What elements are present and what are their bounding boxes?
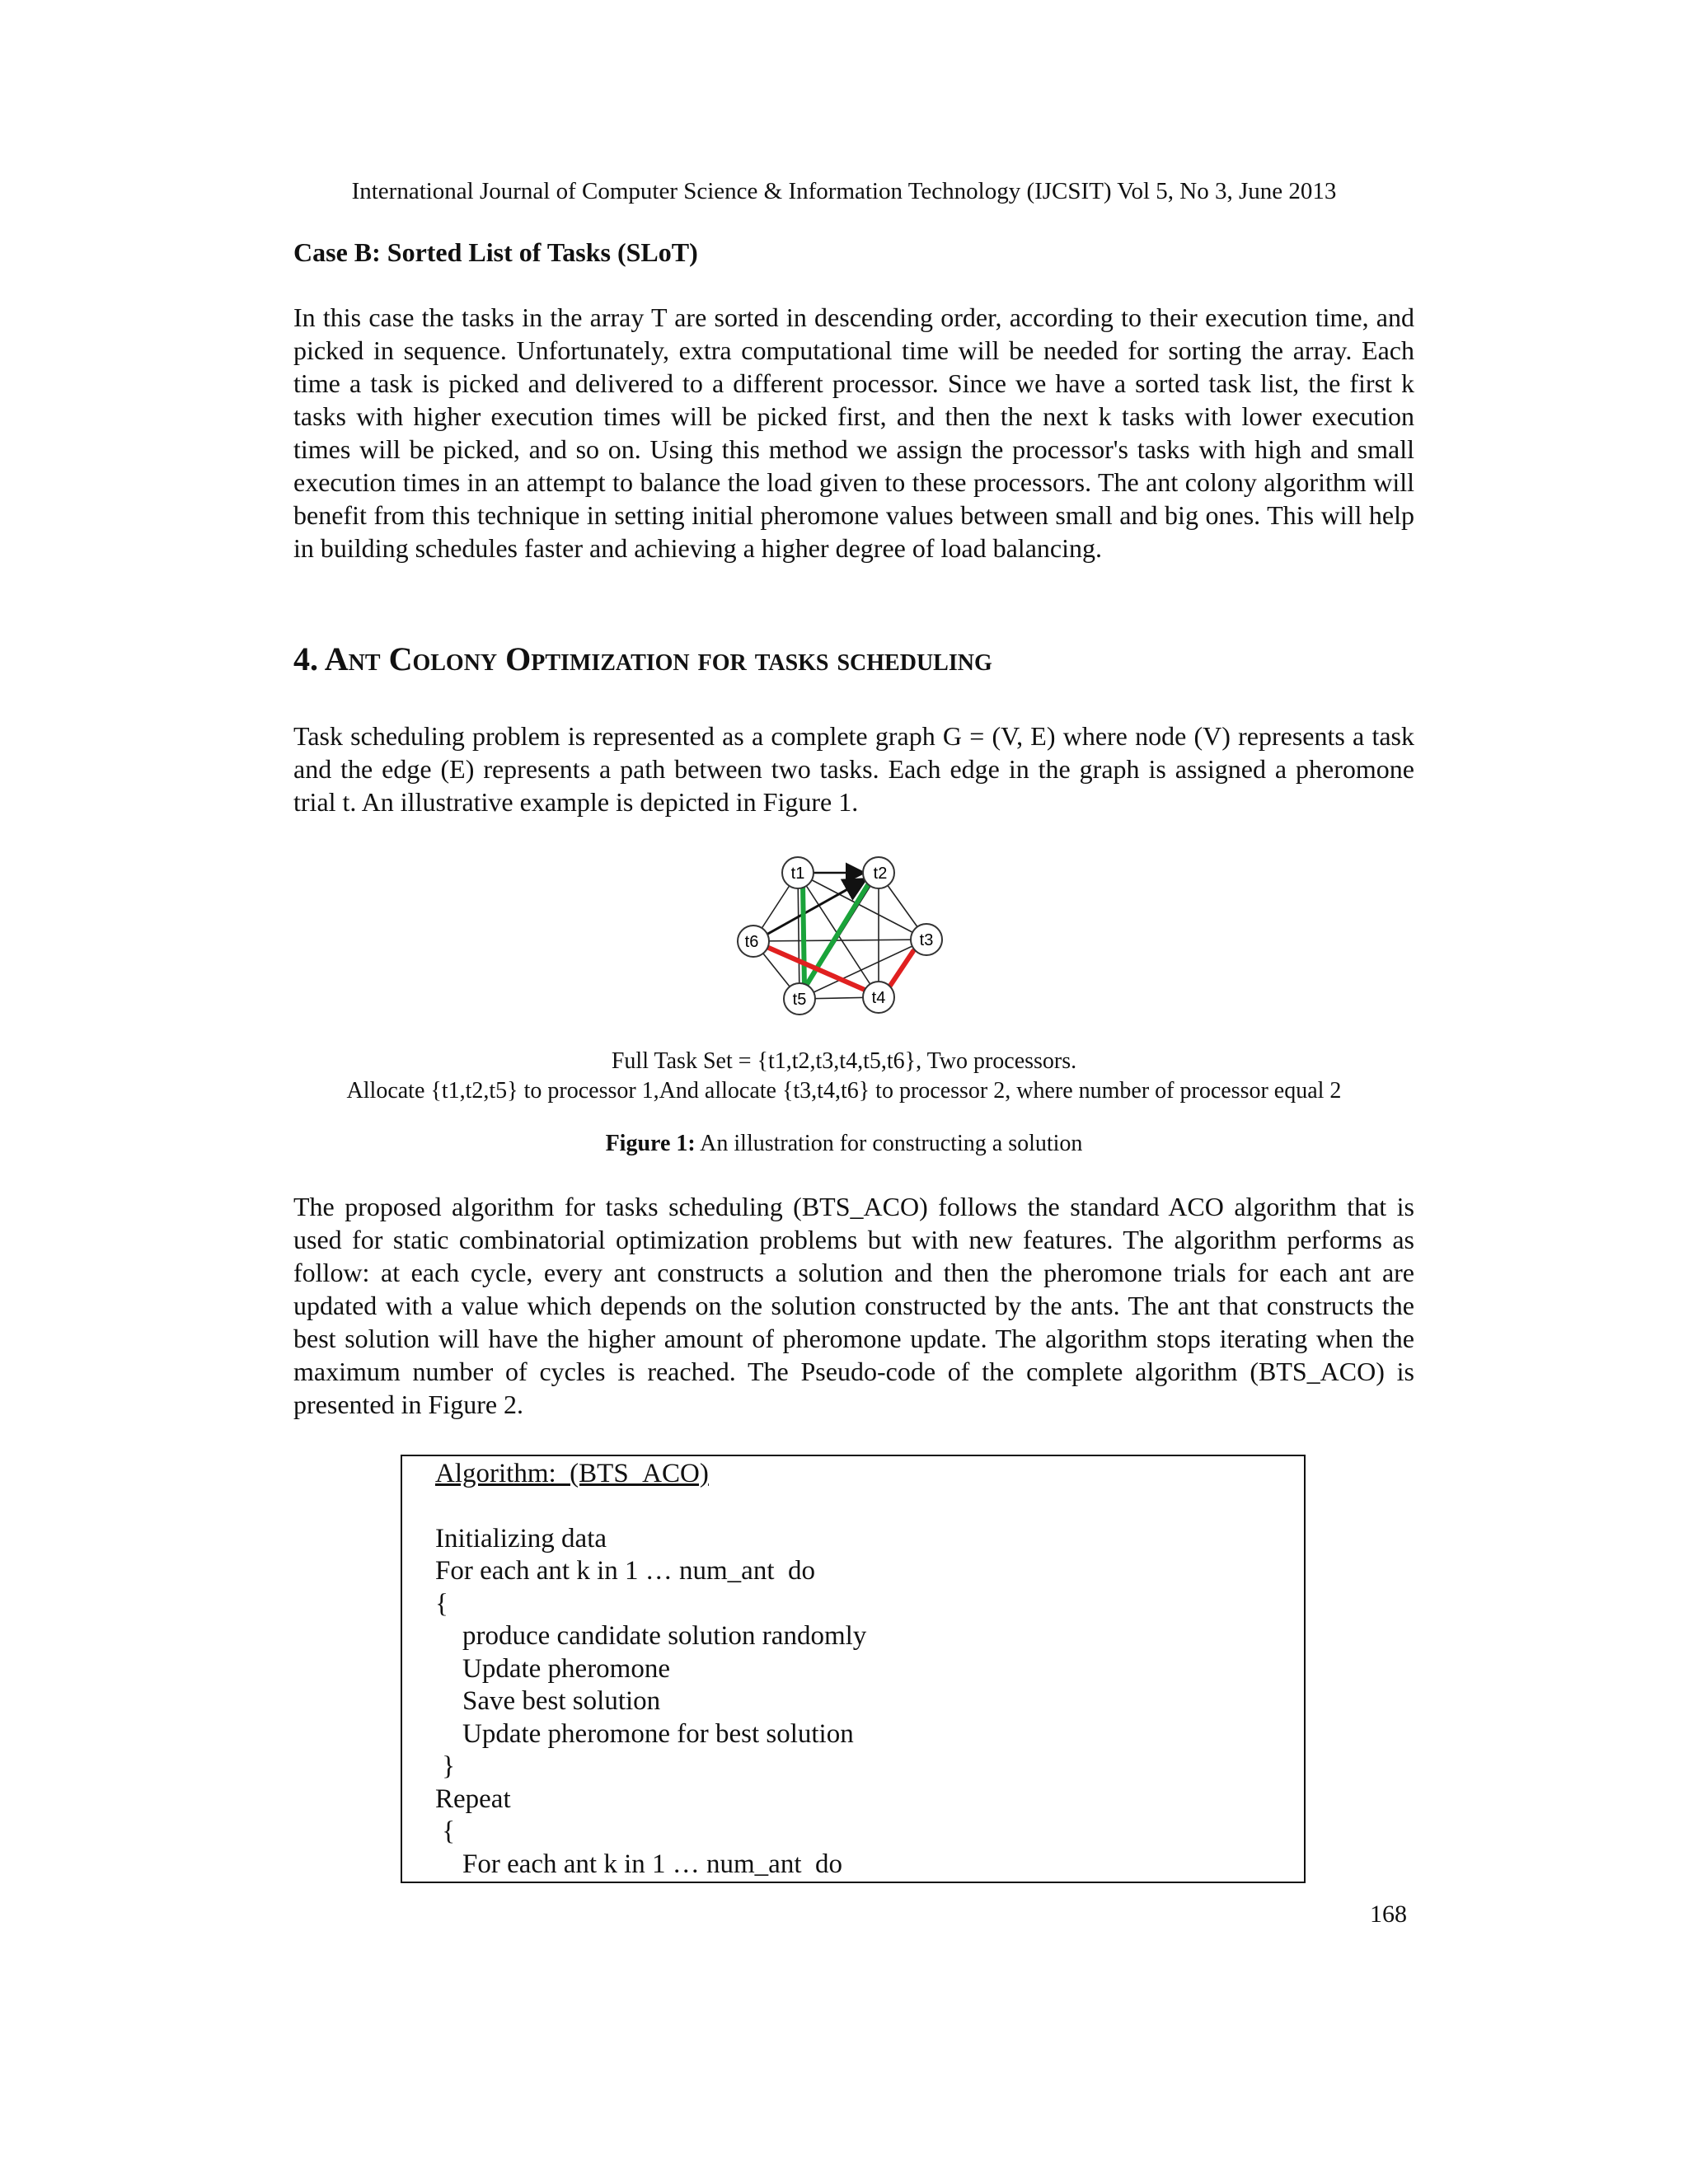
node-t1 [782,857,814,888]
red-edge-t4-t3 [887,951,913,991]
node-label-t5: t5 [792,991,807,1009]
red-edge-t6-t4 [765,946,870,992]
arrow-t6-t2 [767,880,864,935]
algorithm-line: produce candidate solution randomly [435,1621,867,1651]
case-b-heading: Case B: Sorted List of Tasks (SLoT) [293,237,698,267]
section-4-paragraph-1: Task scheduling problem is represented as a complete graph G = (V, E) where node (V) represents a task and the edge (E) represents a path between two tasks. Each edge in the graph is assigned a pheromone trial t. An illustrative example is depicted in Figure 1. [293,721,1414,817]
task-graph-figure [730,849,950,1030]
node-t5 [784,983,815,1015]
node-label-t1: t1 [790,865,805,883]
green-edge-t1-t5 [803,883,804,987]
node-label-t6: t6 [744,933,759,951]
algorithm-line: Save best solution [435,1686,661,1716]
node-t3 [911,924,942,955]
node-label-t3: t3 [919,931,934,949]
case-b-paragraph: In this case the tasks in the array T are sorted in descending order, according to their execution time, and picked in sequence. Unfortunately, extra computational time will be needed for sorting the array. Each time a task is picked and delivered to a different processor. Since we have a sorted task list, the first k tasks with higher execution times will be picked first, and then the next k tasks with lower execution times will be picked, and so on. Using this method we assign the processor's tasks with high and small execution times in an attempt to balance the load given to these processors. The ant colony algorithm will benefit from this technique in setting initial pheromone values between small and big ones. This will help in building schedules faster and achieving a higher degree of load balancing. [293,302,1414,563]
node-label-t4: t4 [871,989,886,1007]
node-t2 [863,857,894,888]
figure-1-label: Figure 1: [605,1131,696,1156]
figure-caption-line-1: Full Task Set = {t1,t2,t3,t4,t5,t6}, Two processors. [611,1048,1077,1074]
section-4-heading: 4. Ant Colony Optimization for tasks scheduling [293,640,992,677]
node-t4 [863,982,894,1013]
algorithm-line: For each ant k in 1 … num_ant do [435,1556,816,1586]
algorithm-line: Update pheromone [435,1654,670,1684]
algorithm-line: } [435,1751,456,1781]
algorithm-line: Repeat [435,1784,511,1814]
edge-t1-t5 [798,873,799,999]
figure-caption-line-2: Allocate {t1,t2,t5} to processor 1,And allocate {t3,t4,t6} to processor 2, where number of processor equal 2 [346,1078,1342,1104]
section-4-paragraph-2: The proposed algorithm for tasks scheduling (BTS_ACO) follows the standard ACO algorithm that is used for static combinatorial optimization problems but with new features. The algorithm performs as follow: at each cycle, every ant constructs a solution and then the pheromone trials for each ant are updated with a value which depends on the solution constructed by the ants. The ant that constructs the best solution will have the higher amount of pheromone update. The algorithm stops iterating when the maximum number of cycles is reached. The Pseudo-code of the complete algorithm (BTS_ACO) is presented in Figure 2. [293,1192,1414,1419]
algorithm-line: Initializing data [435,1524,607,1554]
journal-header: International Journal of Computer Science & Information Technology (IJCSIT) Vol 5, No 3, June 2013 [351,178,1337,204]
figure-1-caption-text: An illustration for constructing a solution [695,1131,1083,1156]
node-label-t2: t2 [873,865,888,883]
algorithm-title: Algorithm: (BTS_ACO) [435,1459,709,1488]
page-number: 168 [1370,1900,1407,1928]
edge-t3-t6 [753,940,926,941]
algorithm-line: { [435,1816,456,1846]
node-t6 [738,926,769,957]
algorithm-line: For each ant k in 1 … num_ant do [435,1849,843,1879]
figure-1-caption [0,1131,1688,1157]
algorithm-box [401,1455,1306,1883]
algorithm-line: Update pheromone for best solution [435,1719,854,1749]
algorithm-line: { [435,1589,448,1619]
